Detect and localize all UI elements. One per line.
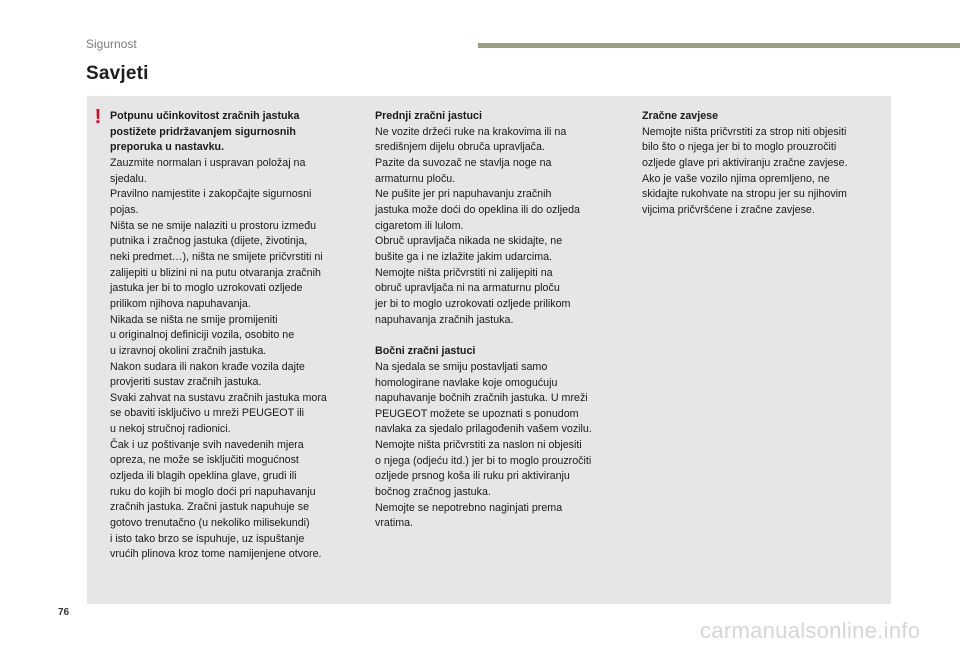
curtain-airbags-body: Nemojte ništa pričvrstiti za strop niti objesiti bilo što o njega jer bi to moglo prouzročiti ozljede glave pri aktiviranju zračne zavjese. Ako je vaše vozilo njima opremljeno, ne skidajte rukohvate na stropu jer su njihovim vijcima pričvršćene i zračne zavjese. bbox=[642, 125, 848, 216]
page-number: 76 bbox=[58, 607, 70, 618]
side-airbags-heading: Bočni zračni jastuci bbox=[375, 345, 476, 358]
column-general-advice bbox=[110, 109, 358, 563]
watermark: carmanualsonline.info bbox=[700, 618, 921, 643]
general-advice-body: Zauzmite normalan i uspravan položaj na sjedalu. Pravilno namjestite i zakopčajte sigurnosni pojas. Ništa se ne smije nalaziti u prostoru između putnika i zračnog jastuka (dijete, životinja, neki predmet…), ništa ne smijete pričvrstiti ni zalijepiti u blizini ni na putu otvaranja zračnih jastuka jer bi to moglo uzrokovati ozljede prilikom njihova napuhavanja. Nikada se ništa ne smije promijeniti u originalnoj definiciji vozila, osobito ne u izravnoj okolini zračnih jastuka. Nakon sudara ili nakon krađe vozila dajte provjeriti sustav zračnih jastuka. Svaki zahvat na sustavu zračnih jastuka mora se obaviti isključivo u mreži PEUGEOT ili u nekoj stručnoj radionici. Čak i uz poštivanje svih navedenih mjera opreza, ne može se isključiti mogućnost ozljeda ili blagih opeklina glave, grudi ili ruku do kojih bi moglo doći pri napuhavanju zračnih jastuka. Zračni jastuk napuhuje se gotovo trenutačno (u nekoliko milisekundi) i isto tako brzo se ispuhuje, uz ispuštanje vrućih plinova kroz tome namijenjene otvore. bbox=[110, 156, 327, 561]
curtain-airbags-heading: Zračne zavjese bbox=[642, 110, 719, 122]
page-title: Savjeti bbox=[86, 63, 149, 84]
front-airbags-body: Ne vozite držeći ruke na krakovima ili na središnjem dijelu obruča upravljača. Pazite da suvozač ne stavlja noge na armaturnu ploču. Ne pušite jer pri napuhavanju zračnih jastuka može doći do opeklina ili do ozljeda cigaretom ili lulom. Obruč upravljača nikada ne skidajte, ne bušite ga i ne izlažite jakim udarcima. Nemojte ništa pričvrstiti ni zalijepiti na obruč upravljača ni na armaturnu ploču jer bi to moglo uzrokovati ozljede prilikom napuhavanja zračnih jastuka. bbox=[375, 125, 580, 326]
header-accent-bar bbox=[478, 43, 960, 48]
side-airbags-body: Na sjedala se smiju postavljati samo homologirane navlake koje omogućuju napuhavanje bočnih zračnih jastuka. U mreži PEUGEOT možete se upoznati s ponudom navlaka za sjedalo prilagođenih vašem vozilu. Nemojte ništa pričvrstiti za naslon ni objesiti o njega (odjeću itd.) jer bi to moglo prouzročiti ozljede prsnog koša ili ruku pri aktiviranju bočnog zračnog jastuka. Nemojte se nepotrebno naginjati prema vratima. bbox=[375, 360, 592, 530]
section-label: Sigurnost bbox=[86, 37, 137, 51]
general-advice-heading: Potpunu učinkovitost zračnih jastuka postižete pridržavanjem sigurnosnih preporuka u nastavku. bbox=[110, 110, 300, 154]
exclamation-icon: ! bbox=[94, 106, 102, 128]
front-airbags-heading: Prednji zračni jastuci bbox=[375, 110, 482, 122]
column-front-side-airbags bbox=[375, 109, 625, 532]
column-curtain-airbags bbox=[642, 109, 882, 219]
